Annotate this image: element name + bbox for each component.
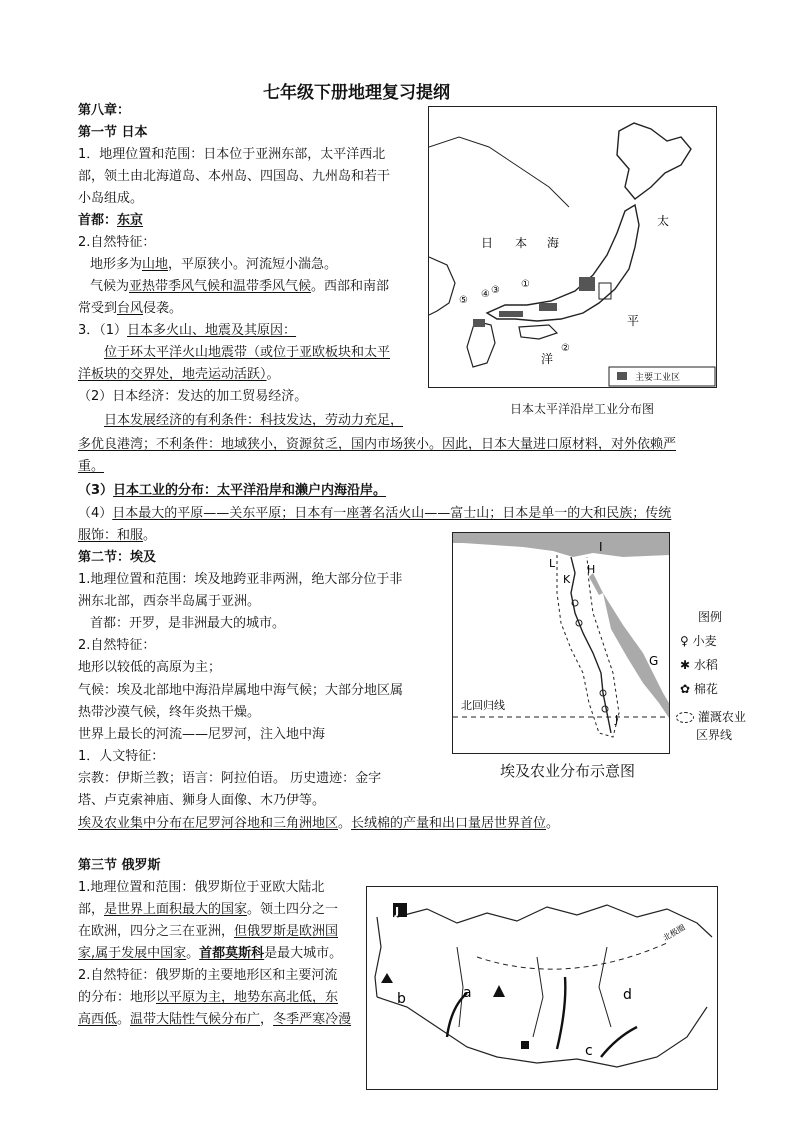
dashed-ellipse-icon <box>676 712 694 723</box>
nile-river <box>571 557 611 733</box>
japan-capital-value: 东京 <box>117 213 144 228</box>
egypt-climate-2: 热带沙漠气候，终年炎热干燥。 <box>78 705 261 720</box>
river-c <box>601 1027 637 1057</box>
square-symbol <box>521 1041 529 1049</box>
egypt-map-caption: 埃及农业分布示意图 <box>500 762 636 780</box>
egypt-nile: 世界上最长的河流——尼罗河，注入地中海 <box>78 727 326 742</box>
russia-line-7-sep2: ， <box>260 1012 274 1027</box>
legend-rice <box>680 656 718 673</box>
japan-typhoon <box>78 298 182 320</box>
japan-q3-answer-2 <box>78 364 280 386</box>
map3-letter-j: J <box>395 905 400 918</box>
japan-facts-num: （4） <box>78 506 113 521</box>
triangle-symbol <box>493 985 505 997</box>
legend-irrigation-label: 灌溉农业 <box>697 710 746 724</box>
russia-line-3 <box>78 921 338 943</box>
egypt-human-heading: 1．人文特征： <box>78 749 165 764</box>
egypt-agriculture-map <box>452 532 670 754</box>
map1-legend-swatch <box>617 372 627 380</box>
japan-facts-2-end: 。 <box>143 528 157 543</box>
japan-conditions-1: 日本发展经济的有利条件：科技发达，劳动力充足， <box>104 413 404 428</box>
map2-letter-k: K <box>563 573 571 586</box>
russia-line-4-sep: 。 <box>186 946 200 961</box>
river-b <box>557 977 565 1049</box>
mainland-coast <box>429 257 455 315</box>
arctic-circle-label: 北极圈 <box>661 922 687 943</box>
ocean-label-2: 平 <box>627 314 640 328</box>
rice-icon: ✱ <box>680 658 694 672</box>
russia-line-5: 2.自然特征：俄罗斯的主要地形区和主要河流 <box>78 968 338 983</box>
section-russia-heading: 第三节 俄罗斯 <box>78 858 161 873</box>
egypt-agriculture <box>78 813 559 835</box>
japan-economy: （2）日本经济：发达的加工贸易经济。 <box>78 389 308 404</box>
map2-letter-i: I <box>599 540 603 554</box>
russia-winter: 冬季严寒冷漫 <box>273 1012 352 1027</box>
japan-climate <box>90 276 389 298</box>
russia-climate: 温带大陆性气候分布广 <box>130 1012 261 1027</box>
southern-border <box>377 997 707 1067</box>
honshu-outline <box>487 205 639 321</box>
egypt-line-2: 洲东北部，西奈半岛属于亚洲。 <box>78 594 261 609</box>
russia-line-7 <box>78 1009 351 1031</box>
japan-facts-2-text: 服饰：和服 <box>78 528 144 543</box>
western-border <box>375 917 381 997</box>
zone-number-2: ② <box>561 343 570 354</box>
mainland-coast-north <box>429 137 569 207</box>
cotton-icon: ✿ <box>680 682 694 696</box>
japan-nature-heading: 2.自然特征： <box>78 235 156 250</box>
russia-line-2-post: 。领土四分之一 <box>247 902 339 917</box>
mediterranean-sea <box>453 533 669 557</box>
egypt-terrain: 地形以较低的高原为主； <box>78 660 222 675</box>
chapter-heading: 第八章： <box>78 103 131 118</box>
russia-line-6 <box>78 987 338 1009</box>
section-egypt-heading: 第二节：埃及 <box>78 550 157 565</box>
japan-typhoon-post: 侵袭。 <box>143 301 183 316</box>
sea-label-2: 本 <box>515 236 528 250</box>
russia-line-1: 1.地理位置和范围：俄罗斯位于亚欧大陆北 <box>78 880 325 895</box>
tropic-label: 北回归线 <box>461 699 505 712</box>
japan-q3 <box>78 320 296 342</box>
egypt-capital: 首都：开罗，是非洲最大的城市。 <box>90 616 286 631</box>
egypt-nature-heading: 2.自然特征： <box>78 638 156 653</box>
egypt-agriculture-end: 。 <box>546 816 560 831</box>
cotton-symbol <box>602 706 608 712</box>
egypt-map-svg <box>453 533 669 753</box>
japan-industry-map <box>428 106 717 388</box>
japan-line-1: 1．地理位置和范围：日本位于亚洲东部，太平洋西北 <box>78 147 386 162</box>
legend-rice-label: 水稻 <box>693 658 718 672</box>
japan-conditions-3: 重。 <box>78 459 105 474</box>
egypt-agriculture-1: 埃及农业集中分布在尼罗河谷地和三角洲地区 <box>78 816 339 831</box>
ocean-label-3: 洋 <box>541 352 554 366</box>
japan-line-3: 小岛组成。 <box>78 191 144 206</box>
japan-climate-pre: 气候为 <box>90 279 130 294</box>
japan-facts-text: 日本最大的平原——关东平原；日本有一座著名活火山——富士山；日本是单一的大和民族；传统 <box>112 506 672 521</box>
zone-number-5: ⑤ <box>459 295 468 306</box>
japan-map-caption: 日本太平洋沿岸工业分布图 <box>510 402 655 416</box>
map2-letter-h: H <box>587 563 596 576</box>
map3-letter-a: a <box>463 985 472 1001</box>
sea-label-3: 海 <box>547 236 560 250</box>
russia-map <box>366 886 718 1090</box>
map3-letter-d: d <box>623 987 632 1003</box>
japan-facts-2 <box>78 525 156 547</box>
russia-map-svg <box>367 887 717 1089</box>
map3-letter-b: b <box>397 991 406 1007</box>
japan-terrain-post: ，平原狭小。河流短小湍急。 <box>168 257 338 272</box>
japan-industry <box>78 480 386 502</box>
russia-line-2 <box>78 899 338 921</box>
russia-line-6-pre: 的分布：地形 <box>78 990 157 1005</box>
japan-terrain <box>90 254 337 276</box>
japan-terrain-mountain: 山地 <box>142 257 169 272</box>
japan-capital <box>78 210 143 232</box>
map3-letter-c: c <box>585 1043 593 1059</box>
japan-q3-answer-2-end: 。 <box>266 367 280 382</box>
egypt-line-1: 1.地理位置和范围：埃及地跨亚非两洲，绝大部分位于非 <box>78 572 403 587</box>
ocean-label-1: 太 <box>657 214 670 228</box>
map2-letter-g: G <box>649 654 659 668</box>
triangle-symbol <box>381 973 393 983</box>
japan-terrain-pre: 地形多为 <box>90 257 143 272</box>
sea-label-1: 日 <box>481 236 494 250</box>
industrial-zone-3 <box>499 311 523 317</box>
legend-cotton <box>680 680 718 697</box>
japan-typhoon-word: 台风 <box>117 301 144 316</box>
map2-letter-l: L <box>549 557 556 570</box>
industrial-zone-1 <box>579 277 595 291</box>
japan-conditions-2: 多优良港湾；不利条件：地域狭小，资源贫乏，国内市场狭小。因此，日本大量进口原材料，对外依赖严 <box>78 437 677 452</box>
japan-typhoon-pre: 常受到 <box>78 301 118 316</box>
legend-wheat <box>680 632 717 649</box>
zone-number-3: ③ <box>491 285 500 296</box>
wheat-icon: ♀ <box>680 634 693 648</box>
japan-climate-post: 。西部和南部 <box>311 279 390 294</box>
industrial-zone-2 <box>539 303 557 311</box>
shikoku-outline <box>519 325 557 339</box>
hokkaido-outline <box>617 123 691 199</box>
legend-wheat-label: 小麦 <box>692 634 717 648</box>
industrial-zone-5 <box>599 283 611 299</box>
egypt-culture-2: 塔、卢克索神庙、狮身人面像、木乃伊等。 <box>78 793 326 808</box>
region-line <box>599 947 611 1027</box>
legend-irrigation <box>676 708 746 725</box>
russia-european: 但俄罗斯是欧洲国 <box>234 924 339 939</box>
japan-facts <box>78 503 671 525</box>
industrial-zone-4 <box>473 319 485 327</box>
zone-number-1: ① <box>521 279 530 290</box>
japan-industry-num: （3） <box>78 483 114 498</box>
map2-legend-title: 图例 <box>698 610 723 624</box>
russia-capital: 首都莫斯科 <box>199 946 265 961</box>
kyushu-outline <box>467 321 495 367</box>
japan-capital-label: 首都： <box>78 213 118 228</box>
red-sea <box>603 593 669 718</box>
russia-developing: 家,属于发展中国家 <box>78 946 187 961</box>
japan-q3-answer-2-text: 洋板块的交界处，地壳运动活跃） <box>78 367 267 382</box>
russia-line-4 <box>78 943 342 965</box>
russia-largest: 是世界上面积最大的国家 <box>104 902 248 917</box>
legend-boundary-label: 区界线 <box>696 728 733 742</box>
egypt-agriculture-2: 长绒棉的产量和出口量居世界首位 <box>351 816 547 831</box>
russia-terrain-2: 高西低 <box>78 1012 118 1027</box>
russia-line-3-pre: 在欧洲，四分之三在亚洲， <box>78 924 235 939</box>
japan-q3-title: 日本多火山、地震及其原因： <box>127 323 297 338</box>
japan-climate-types: 亚热带季风气候和温带季风气候 <box>129 279 312 294</box>
russia-line-4-post: 是最大城市。 <box>264 946 343 961</box>
russia-terrain: 以平原为主，地势东高北低，东 <box>156 990 339 1005</box>
japan-q3-answer-1: 位于环太平洋火山地震带（或位于亚欧板块和太平 <box>104 345 391 360</box>
egypt-culture-1: 宗教：伊斯兰教；语言：阿拉伯语。 历史遗迹：金字 <box>78 771 382 786</box>
zone-number-4: ④ <box>481 289 490 300</box>
map1-legend-label: 主要工业区 <box>635 373 681 383</box>
arctic-circle <box>477 943 667 969</box>
russia-line-7-sep: 。 <box>117 1012 131 1027</box>
gulf-of-suez <box>589 573 603 595</box>
japan-q3-num: 3．（1） <box>78 323 128 338</box>
russia-line-2-pre: 部， <box>78 902 105 917</box>
japan-line-2: 部，领土由北海道岛、本州岛、四国岛、九州岛和若干 <box>78 169 391 184</box>
map2-letter-j: J <box>615 713 619 726</box>
japan-map-svg <box>429 107 716 387</box>
egypt-agriculture-sep: 。 <box>338 816 352 831</box>
page-title: 七年级下册地理复习提纲 <box>263 83 450 103</box>
section-japan-heading: 第一节 日本 <box>78 125 148 140</box>
legend-cotton-label: 棉花 <box>693 682 718 696</box>
japan-industry-text: 日本工业的分布：太平洋沿岸和濑户内海沿岸。 <box>113 483 387 498</box>
egypt-climate-1: 气候：埃及北部地中海沿岸属地中海气候；大部分地区属 <box>78 683 404 698</box>
